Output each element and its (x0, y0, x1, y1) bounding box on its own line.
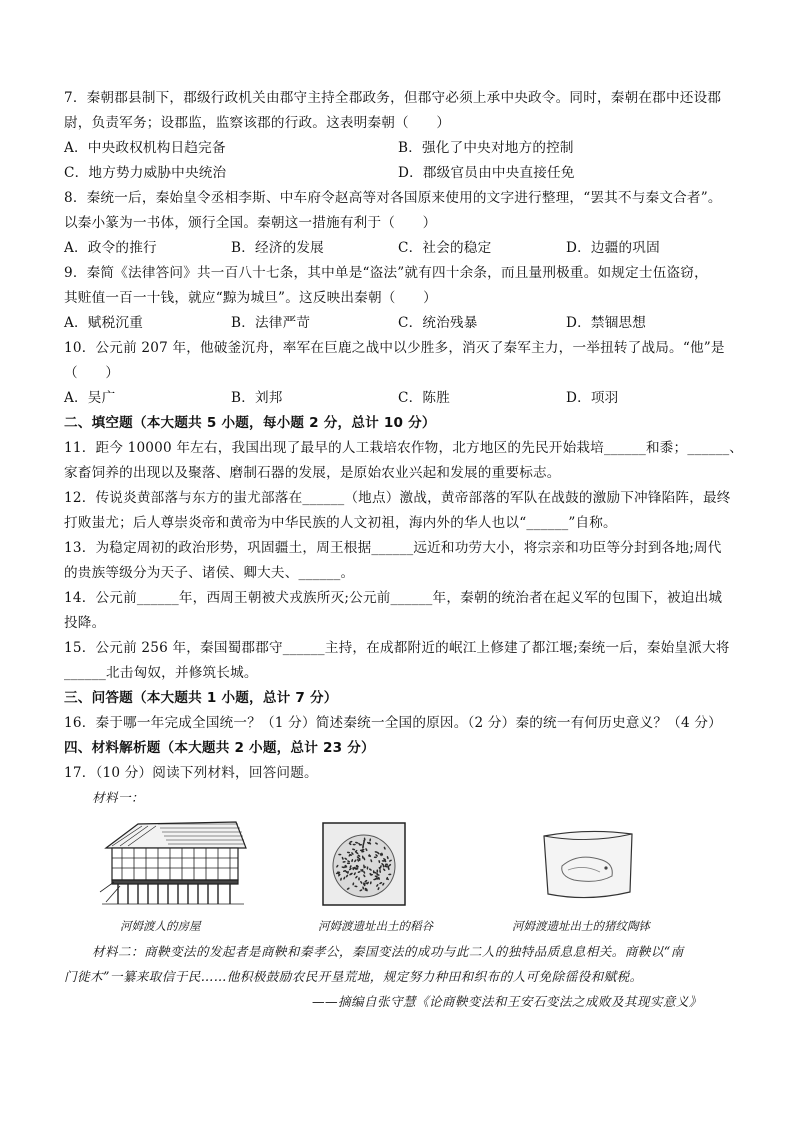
q9-option-d[interactable]: D．禁锢思想 (566, 315, 647, 331)
material2-line1: 材料二：商鞅变法的发起者是商鞅和秦孝公，秦国变法的成功与此二人的独特品质息息相关。商鞅以“南 (92, 944, 684, 959)
q8-option-a[interactable]: A．政令的推行 (64, 240, 157, 256)
rice-grain-image (322, 822, 406, 906)
caption-house: 河姆渡人的房屋 (120, 919, 201, 933)
q9-stem-line1: 9．秦简《法律答问》共一百八十七条，其中单是“盗法”就有四十余条，而且量刑极重。如规定士伍盗窃， (64, 265, 708, 281)
q10-option-d[interactable]: D．项羽 (566, 390, 619, 406)
material2-line2: 门徙木”一纂来取信于民……他积极鼓励农民开垦荒地，规定努力种田和织布的人可免除徭役和赋税。 (64, 969, 643, 984)
q8-option-d[interactable]: D．边疆的巩固 (566, 240, 660, 256)
section2-heading: 二、填空题（本大题共 5 小题，每小题 2 分，总计 10 分） (64, 415, 436, 431)
q10-option-a[interactable]: A．吴广 (64, 390, 116, 406)
q9-stem-line2: 其赃值一百一十钱，就应“黥为城旦”。这反映出秦朝（ ） (64, 290, 437, 306)
q10-stem-line2: （ ） (64, 365, 120, 381)
q13-line1: 13．为稳定周初的政治形势，巩固疆土，周王根据______远近和功劳大小，将宗亲和功臣等分封到各地;周代 (64, 540, 722, 556)
stilt-house-image (98, 818, 248, 910)
q8-stem-line1: 8．秦统一后，秦始皇令丞相李斯、中车府令赵高等对各国原来使用的文字进行整理，“罢其不与秦文合者”。 (64, 190, 722, 206)
q16-text: 16．秦于哪一年完成全国统一？（1 分）简述秦统一全国的原因。（2 分）秦的统一有何历史意义？（4 分） (64, 715, 722, 731)
q7-stem-line1: 7．秦朝郡县制下，郡级行政机关由郡守主持全郡政务，但郡守必须上承中央政令。同时，秦朝在郡中还设郡 (64, 90, 722, 106)
material1-label: 材料一： (92, 790, 144, 805)
section3-heading: 三、问答题（本大题共 1 小题，总计 7 分） (64, 690, 338, 706)
q11-line1: 11．距今 10000 年左右，我国出现了最早的人工栽培农作物，北方地区的先民开始栽培______和黍；______、 (64, 440, 744, 456)
q14-line2: 投降。 (64, 615, 106, 631)
q8-stem-line2: 以秦小篆为一书体，颁行全国。秦朝这一措施有利于（ ） (64, 215, 437, 231)
q12-line2: 打败蚩尤；后人尊崇炎帝和黄帝为中华民族的人文初祖，海内外的华人也以“______”自称。 (64, 515, 617, 531)
q12-line1: 12．传说炎黄部落与东方的蚩尤部落在______（地点）激战，黄帝部落的军队在战鼓的激励下冲锋陷阵，最终 (64, 490, 731, 506)
section4-heading: 四、材料解析题（本大题共 2 小题，总计 23 分） (64, 740, 375, 756)
pig-bowl-image (538, 826, 638, 906)
q17-text: 17．（10 分）阅读下列材料，回答问题。 (64, 765, 318, 781)
q10-stem-line1: 10．公元前 207 年，他破釜沉舟，率军在巨鹿之战中以少胜多，消灭了秦军主力，一举扭转了战局。“他”是 (64, 340, 725, 356)
q10-option-b[interactable]: B．刘邦 (231, 390, 283, 406)
q9-option-b[interactable]: B．法律严苛 (231, 315, 311, 331)
q15-line2: ______北击匈奴，并修筑长城。 (64, 665, 258, 681)
q7-stem-line2: 尉，负责军务；设郡监，监察该郡的行政。这表明秦朝（ ） (64, 115, 451, 131)
q10-option-c[interactable]: C．陈胜 (398, 390, 450, 406)
caption-rice: 河姆渡遗址出土的稻谷 (318, 919, 433, 933)
q14-line1: 14．公元前______年，西周王朝被犬戎族所灭;公元前______年，秦朝的统治者在起义军的包围下，被迫出城 (64, 590, 723, 606)
q9-option-a[interactable]: A．赋税沉重 (64, 315, 143, 331)
q8-option-c[interactable]: C．社会的稳定 (398, 240, 492, 256)
q11-line2: 家畜饲养的出现以及聚落、磨制石器的发展，是原始农业兴起和发展的重要标志。 (64, 465, 561, 481)
q7-option-c[interactable]: C．地方势力威胁中央统治 (64, 165, 227, 181)
q15-line1: 15．公元前 256 年，秦国蜀郡郡守______主持，在成都附近的岷江上修建了都江堰;秦统一后，秦始皇派大将 (64, 640, 730, 656)
q7-option-b[interactable]: B．强化了中央对地方的控制 (398, 140, 574, 156)
q7-option-a[interactable]: A．中央政权机构日趋完备 (64, 140, 226, 156)
caption-bowl: 河姆渡遗址出土的猪纹陶钵 (512, 919, 650, 933)
q13-line2: 的贵族等级分为天子、诸侯、卿大夫、______。 (64, 565, 355, 581)
q9-option-c[interactable]: C．统治残暴 (398, 315, 478, 331)
q8-option-b[interactable]: B．经济的发展 (231, 240, 324, 256)
citation: ——摘编自张守慧《论商鞅变法和王安石变法之成败及其现实意义》 (312, 994, 702, 1009)
q7-option-d[interactable]: D．郡级官员由中央直接任免 (398, 165, 575, 181)
